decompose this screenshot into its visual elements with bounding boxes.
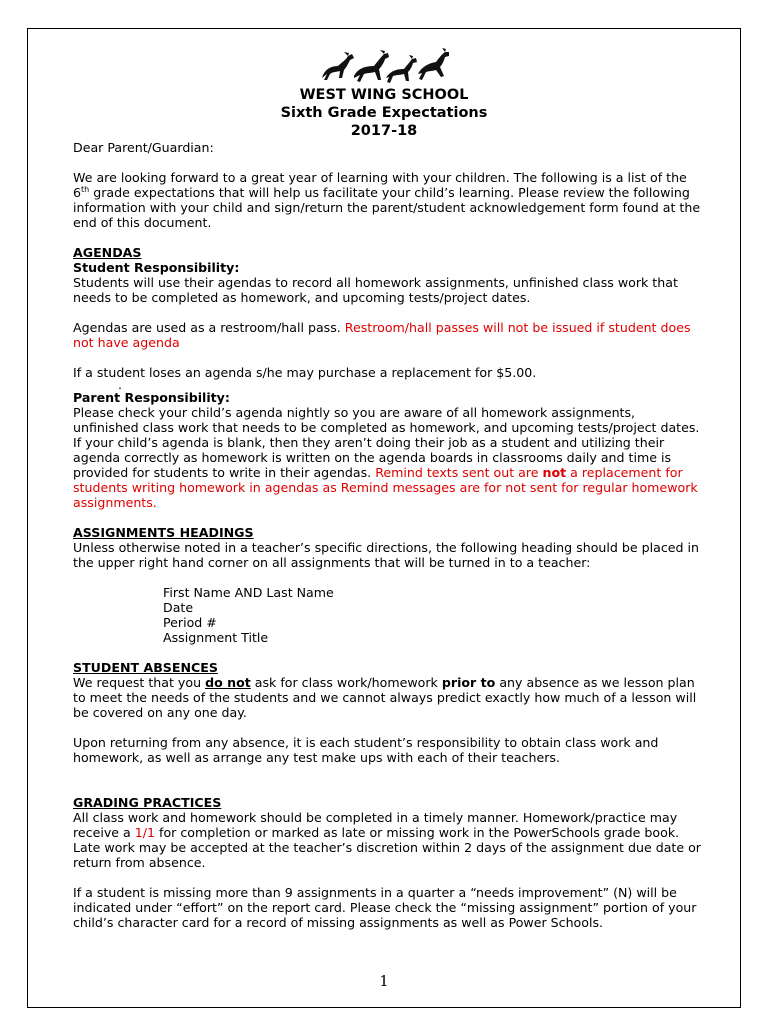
hall-pass-paragraph: Agendas are used as a restroom/hall pass. Restroom/hall passes will not be issued if student does not have agenda (73, 320, 691, 350)
stray-dot: . (118, 377, 123, 392)
replacement-paragraph: If a student loses an agenda s/he may purchase a replacement for $5.00. (73, 365, 537, 380)
document-subtitle: Sixth Grade Expectations (280, 105, 488, 121)
absences-text: We request that you do not ask for class work/homework prior to any absence as we lesson plan to meet the needs of the students and we cannot always predict exactly how much of a lesson will be covered on any one day. (73, 675, 697, 720)
agendas-heading: AGENDAS (73, 245, 142, 260)
assignments-text: Unless otherwise noted in a teacher’s specific directions, the following heading should be placed in the upper right hand corner on all assignments that will be turned in to a teacher: (73, 540, 699, 570)
missing-assignments-text: If a student is missing more than 9 assignments in a quarter a “needs improvement” (N) will be indicated under “effort” on the report card. Please check the “missing assignment” portion of your child’s character card for a record of missing assignments as well as Power Schools. (73, 885, 697, 930)
assignments-heading: ASSIGNMENTS HEADINGS (73, 525, 254, 540)
school-name: WEST WING SCHOOL (299, 87, 469, 103)
heading-item: Period # (163, 615, 217, 630)
heading-item: Date (163, 600, 194, 615)
greeting: Dear Parent/Guardian: (73, 140, 214, 155)
page-number: 1 (379, 972, 389, 990)
intro-paragraph: We are looking forward to a great year of learning with your children. The following is a list of the 6th grade expectations that will help us facilitate your child’s learning. Please review the following information with your child and sign/return the parent/student acknowledgement form found at the end of this document. (73, 170, 701, 230)
absence-return-text: Upon returning from any absence, it is each student’s responsibility to obtain class work and homework, as well as arrange any test make ups with each of their teachers. (73, 735, 659, 765)
heading-item: Assignment Title (163, 630, 269, 645)
parent-responsibility-heading: Parent Responsibility: (73, 390, 230, 405)
school-year: 2017-18 (350, 123, 418, 139)
horses-logo (318, 48, 450, 88)
grading-text: All class work and homework should be completed in a timely manner. Homework/practice may receive a 1/1 for completion or marked as late or missing work in the PowerSchools grade book. Late work may be accepted at the teacher’s discretion within 2 days of the assignment due date or return from absence. (73, 810, 701, 870)
student-responsibility-heading: Student Responsibility: (73, 260, 240, 275)
student-responsibility-text: Students will use their agendas to record all homework assignments, unfinished class work that needs to be completed as homework, and upcoming tests/project dates. (73, 275, 678, 305)
absences-heading: STUDENT ABSENCES (73, 660, 218, 675)
parent-responsibility-text: Please check your child’s agenda nightly so you are aware of all homework assignments, unfinished class work that needs to be completed as homework, and upcoming tests/project dates. If your child’s agenda is blank, then they aren’t doing their job as a student and utilizing their agenda correctly as homework is written on the agenda boards in classrooms daily and time is provided for students to write in their agendas. Remind texts sent out are not a replacement for students writing homework in agendas as Remind messages are for not sent for regular homework assignments. (73, 405, 700, 510)
title-block (27, 86, 741, 140)
document-body (73, 140, 703, 930)
heading-item: First Name AND Last Name (163, 585, 334, 600)
grading-heading: GRADING PRACTICES (73, 795, 222, 810)
